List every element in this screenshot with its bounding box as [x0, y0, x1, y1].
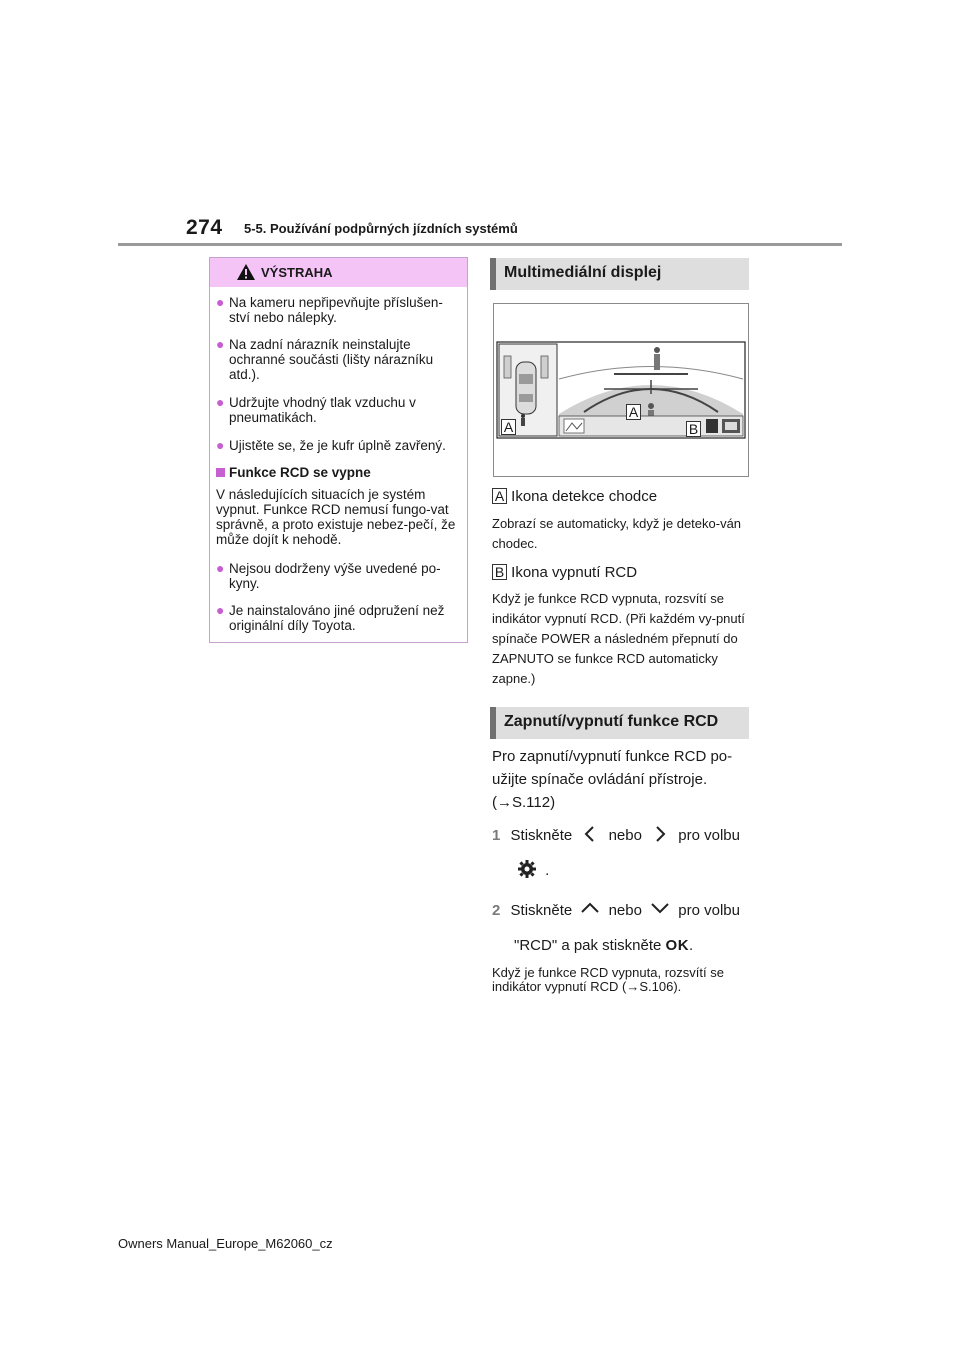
- warning-item-text: Ujistěte se, že je kufr úplně zavřený.: [229, 438, 446, 453]
- multimedia-heading: Multimediální displej: [490, 258, 749, 290]
- warning-item-text: Na zadní nárazník neinstalujte ochranné součásti (lišty nárazníku atd.).: [229, 337, 434, 382]
- label-a-title: Ikona detekce chodce: [511, 488, 658, 505]
- bullet-icon: ●: [216, 394, 225, 410]
- step-1-number: 1: [492, 827, 501, 844]
- label-b-row: [492, 564, 637, 581]
- label-a-description: Zobrazí se automaticky, když je deteko-ván chodec.: [492, 516, 742, 551]
- display-illustration: [493, 303, 749, 477]
- warning-triangle-icon: [236, 263, 256, 281]
- warning-item: [216, 295, 462, 325]
- callout-a-left: A: [501, 419, 516, 435]
- toggle-heading: Zapnutí/vypnutí funkce RCD: [490, 707, 749, 739]
- step-1-line2: .: [517, 859, 779, 882]
- warning-item: [216, 438, 462, 453]
- label-a-row: [492, 488, 657, 505]
- label-b-description: Když je funkce RCD vypnuta, rozsvítí se indikátor vypnutí RCD. (Při každém vy-pnutí spínače POWER a následném přepnutí do ZAPNUTO se funkce RCD automaticky zapne.): [492, 591, 745, 686]
- step-2-number: 2: [492, 902, 501, 919]
- camera-screen-illustration: [494, 304, 748, 476]
- bullet-icon: ●: [216, 437, 225, 453]
- warning-paragraph: V následujících situacích je systém vypnut. Funkce RCD nemusí fungo-vat správně, a proto existuje nebez-pečí, že může dojít k nehodě.: [216, 487, 456, 547]
- callout-b: B: [686, 421, 701, 437]
- warning-title: VÝSTRAHA: [261, 265, 333, 280]
- warning-box: [209, 257, 468, 643]
- page-number: 274: [186, 216, 223, 239]
- chevron-right-icon: [650, 825, 670, 843]
- warning-item: [216, 395, 462, 425]
- bullet-icon: ●: [216, 336, 225, 352]
- chevron-up-icon: [579, 900, 601, 916]
- bullet-icon: ●: [216, 294, 225, 310]
- ok-glyph: OK: [665, 937, 690, 954]
- step-2-line2: "RCD" a pak stiskněte OK.: [514, 937, 694, 954]
- callout-a-center: A: [626, 404, 641, 420]
- warning-item-text: Je nainstalováno jiné odpružení než originální díly Toyota.: [229, 603, 445, 633]
- label-b-badge: B: [492, 564, 507, 580]
- toggle-ref: (→S.112): [492, 794, 556, 811]
- bullet-icon: ●: [216, 602, 225, 618]
- warning-item: [216, 337, 462, 382]
- warning-header: [210, 258, 467, 287]
- warning-item-text: Nejsou dodrženy výše uvedené po-kyny.: [229, 561, 441, 591]
- footer-text: Owners Manual_Europe_M62060_cz: [118, 1236, 333, 1251]
- warning-item: [216, 561, 462, 591]
- label-b-title: Ikona vypnutí RCD: [511, 564, 638, 581]
- label-a-badge: A: [492, 488, 507, 504]
- warning-item-text: Udržujte vhodný tlak vzduchu v pneumatikách.: [229, 395, 416, 425]
- gear-icon: [517, 859, 537, 879]
- toggle-note: Když je funkce RCD vypnuta, rozsvítí se indikátor vypnutí RCD (→S.106).: [492, 965, 724, 994]
- header-rule: [118, 243, 842, 246]
- toggle-intro: Pro zapnutí/vypnutí funkce RCD po-užijte spínače ovládání přístroje.: [492, 748, 733, 788]
- warning-item: [216, 603, 462, 633]
- step-2: 2 Stiskněte nebo pro volbu: [492, 902, 740, 919]
- chevron-down-icon: [649, 900, 671, 916]
- section-title: 5-5. Používání podpůrných jízdních systémů: [244, 221, 518, 236]
- square-bullet-icon: [216, 468, 225, 477]
- chevron-left-icon: [580, 825, 600, 843]
- warning-subheading: Funkce RCD se vypne: [216, 465, 371, 480]
- step-1: 1 Stiskněte nebo pro volbu: [492, 827, 740, 844]
- bullet-icon: ●: [216, 560, 225, 576]
- warning-item-text: Na kameru nepřipevňujte příslušen-ství nebo nálepky.: [229, 295, 443, 325]
